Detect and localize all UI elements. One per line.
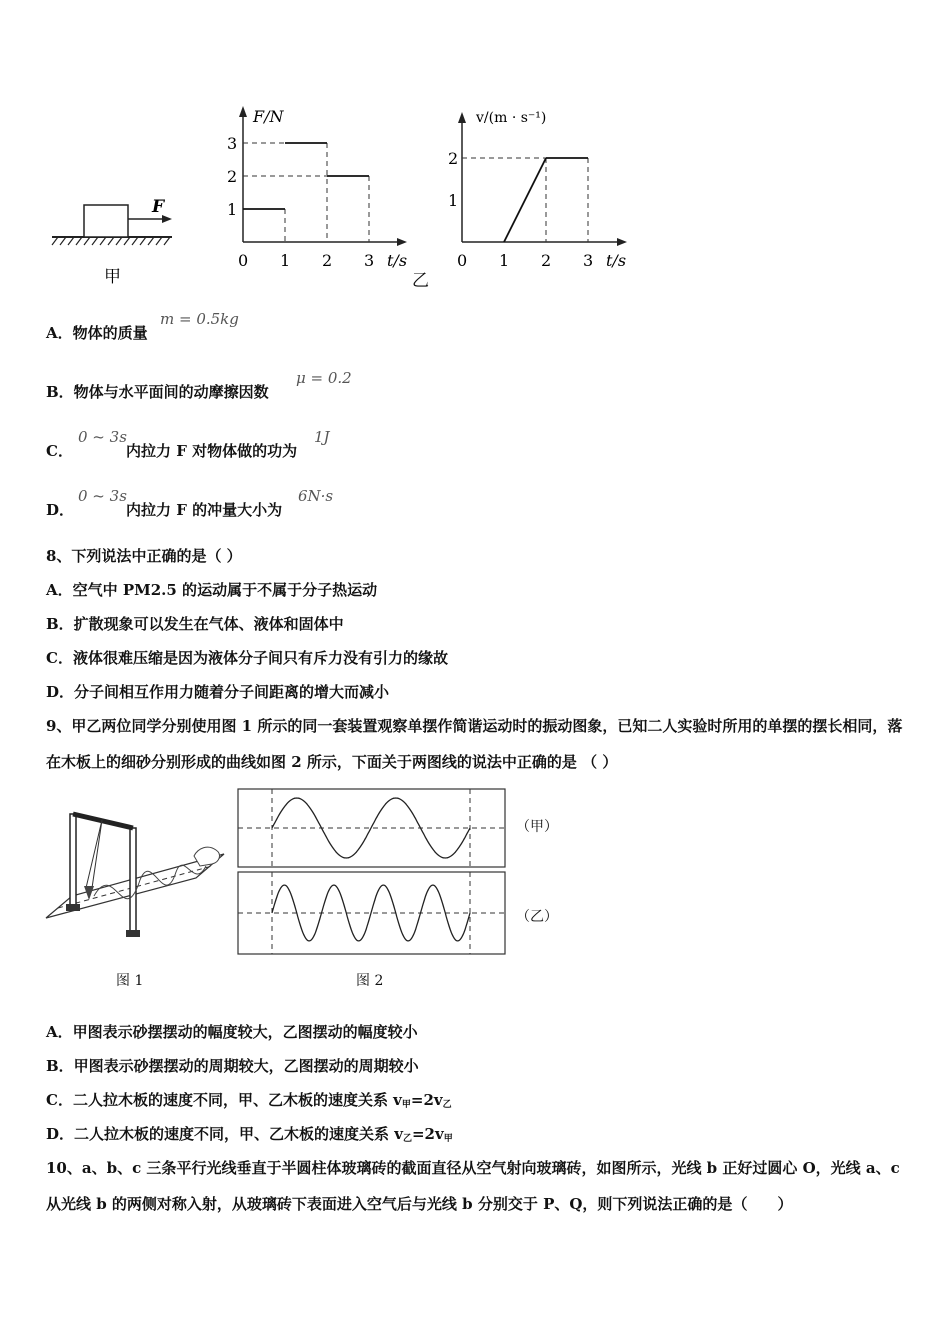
velocity-segment <box>504 158 546 242</box>
q9-option-d: D．二人拉木板的速度不同，甲、乙木板的速度关系 $v_乙=2v_甲$ <box>46 1125 453 1144</box>
q7-c-math1: 0 ~ 3s <box>78 428 127 446</box>
y-tick-label: 1 <box>227 200 238 219</box>
q8-option-c: C．液体很难压缩是因为液体分子间只有斥力没有引力的缘故 <box>46 649 448 667</box>
label-jia: （甲） <box>516 819 558 835</box>
q7-option-c-label: C． <box>46 442 73 460</box>
pendulum-apparatus <box>44 800 234 950</box>
y-tick-label: 2 <box>448 149 459 168</box>
x-axis-arrow-icon <box>617 238 627 246</box>
q8-option-b: B．扩散现象可以发生在气体、液体和固体中 <box>46 615 344 633</box>
y-axis-label: v/(m · s⁻¹) <box>476 110 547 126</box>
fig2-caption: 图 2 <box>356 973 384 989</box>
force-time-chart <box>215 100 415 290</box>
q8-option-d: D．分子间相互作用力随着分子间距离的增大而减小 <box>46 683 390 701</box>
block <box>84 205 128 237</box>
y-axis-label: F/N <box>253 107 284 126</box>
block-diagram <box>40 180 190 300</box>
y-tick-label: 2 <box>227 167 238 186</box>
q7-option-c-text: 内拉力 F 对物体做的功为 <box>126 442 298 460</box>
y-axis-arrow-icon <box>239 106 247 117</box>
x-tick-label: 1 <box>499 251 510 270</box>
q10-stem: 10、a、b、c 三条平行光线垂直于半圆柱体玻璃砖的截面直径从空气射向玻璃砖，如图所示，光线 b 正好过圆心 O，光线 a、c 从光线 b 的两侧对称入射，从玻璃砖下表面进入空气后与光线 b 分别交于 P、Q，则下列说法正确的是（ ） <box>46 1159 900 1213</box>
x-tick-label: 1 <box>280 251 291 270</box>
y-axis-arrow-icon <box>458 112 466 123</box>
q7-option-d-text: 内拉力 F 的冲量大小为 <box>126 501 283 519</box>
q7-a-math: m = 0.5kg <box>160 310 239 328</box>
x-tick-label: 3 <box>583 251 594 270</box>
q8-option-a: A．空气中 PM2.5 的运动属于不属于分子热运动 <box>46 581 378 599</box>
x-axis-label: t/s <box>387 251 408 270</box>
x-axis-label: t/s <box>606 251 627 270</box>
y-tick-label: 1 <box>448 191 459 210</box>
force-label: F <box>152 197 165 217</box>
x-tick-label: 0 <box>238 251 249 270</box>
hand-icon <box>194 847 219 866</box>
velocity-time-chart <box>440 100 640 290</box>
q7-c-math2: 1J <box>314 428 330 446</box>
fig1-caption: 图 1 <box>116 973 144 989</box>
x-tick-label: 0 <box>457 251 468 270</box>
x-axis-arrow-icon <box>397 238 407 246</box>
q7-option-b: B．物体与水平面间的动摩擦因数 <box>46 383 269 401</box>
x-tick-label: 3 <box>364 251 375 270</box>
q9-option-b: B．甲图表示砂摆摆动的周期较大，乙图摆动的周期较小 <box>46 1057 419 1075</box>
y-tick-label: 3 <box>227 134 238 153</box>
x-tick-label: 2 <box>541 251 552 270</box>
q9-option-c: C．二人拉木板的速度不同，甲、乙木板的速度关系 $v_甲=2v_乙$ <box>46 1091 452 1110</box>
q8-stem: 8、下列说法中正确的是（ ） <box>46 547 242 565</box>
q9-option-a: A．甲图表示砂摆摆动的幅度较大，乙图摆动的幅度较小 <box>46 1023 418 1041</box>
q7-d-math1: 0 ~ 3s <box>78 487 127 505</box>
q7-option-d-label: D． <box>46 501 75 519</box>
q7-d-math2: 6N·s <box>298 487 334 505</box>
q9-stem: 9、甲乙两位同学分别使用图 1 所示的同一套装置观察单摆作简谐运动时的振动图象，已知二人实验时所用的单摆的摆长相同，落在木板上的细砂分别形成的曲线如图 2 所示，下面关于两图线的说法中正确的是 （ ） <box>46 717 903 771</box>
block-caption: 甲 <box>104 267 121 287</box>
q7-option-a: A．物体的质量 <box>46 324 148 342</box>
label-yi: （乙） <box>516 909 558 925</box>
q7-b-math: μ = 0.2 <box>296 369 352 387</box>
x-tick-label: 2 <box>322 251 333 270</box>
yi-caption: 乙 <box>412 271 429 291</box>
sine-curves-figure <box>236 786 508 958</box>
